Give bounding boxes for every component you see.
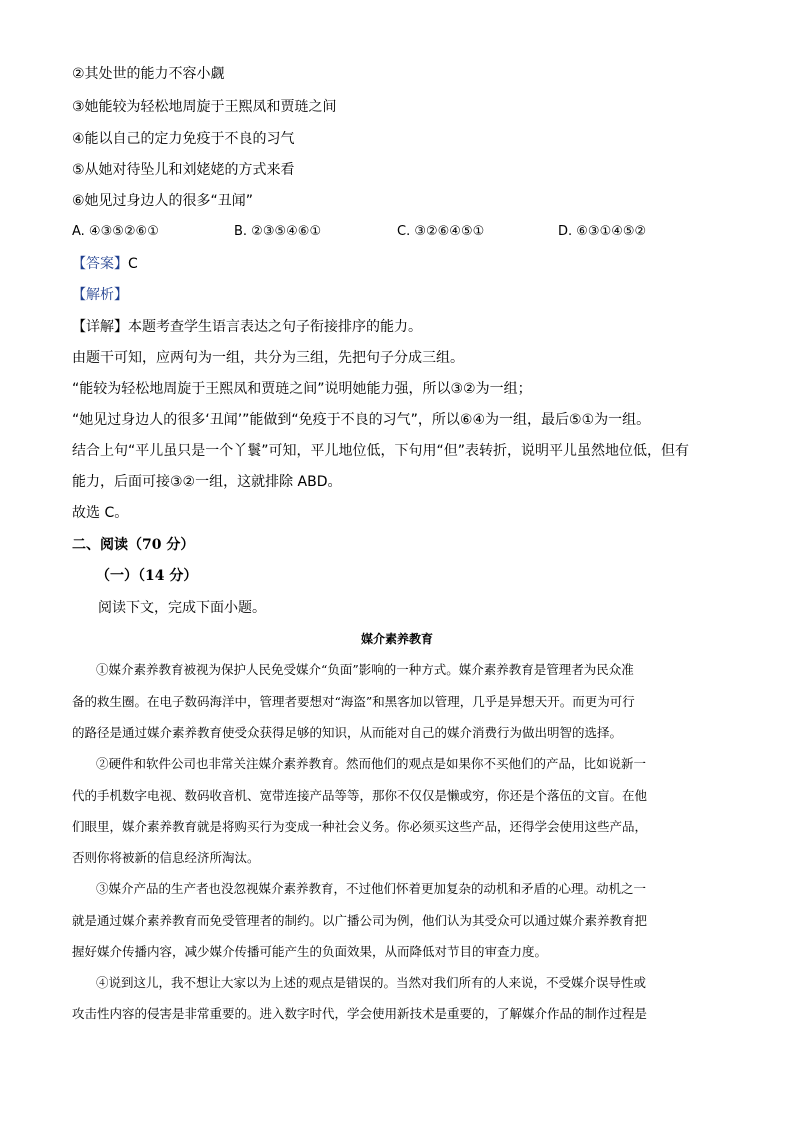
section-heading: 二、阅读（70 分） [72, 537, 195, 553]
reading-instruction: 阅读下文，完成下面小题。 [98, 600, 266, 616]
analysis-line [72, 285, 128, 305]
detail-line-4: “她见过身边人的很多‘丑闻’”能做到“免疫于不良的习气”，所以⑥④为一组，最后⑤①为一组。 [72, 412, 651, 428]
detail-label: 【详解】 [72, 319, 128, 335]
detail-line-3: “能较为轻松地周旋于王熙凤和贾琏之间”说明她能力强，所以③②为一组； [72, 381, 532, 397]
analysis-label: 【解析】 [72, 287, 128, 303]
article-line-8: ③媒介产品的生产者也没忽视媒介素养教育，不过他们怀着更加复杂的动机和矛盾的心理。动机之一 [96, 881, 647, 896]
article-line-11: ④说到这儿，我不想让大家以为上述的观点是错误的。当然对我们所有的人来说，不受媒介误导性或 [96, 975, 647, 990]
subsection-heading: （一）（14 分） [96, 568, 198, 584]
sentence-item-2: ②其处世的能力不容小觑 [72, 66, 225, 82]
sentence-item-5: ⑤从她对待坠儿和刘姥姥的方式来看 [72, 162, 295, 178]
sentence-item-3: ③她能较为轻松地周旋于王熙凤和贾琏之间 [72, 99, 337, 115]
option-c: C. ③②⑥④⑤① [397, 224, 485, 239]
detail-line-5: 结合上句“平儿虽只是一个丫鬟”可知，平儿地位低，下句用“但”表转折，说明平儿虽然地位低，但有 [72, 443, 690, 459]
option-a: A. ④③⑤②⑥① [72, 224, 159, 239]
answer-line [72, 254, 138, 274]
option-b: B. ②③⑤④⑥① [234, 224, 322, 239]
detail-line-7: 故选 C。 [72, 505, 129, 521]
detail-line-2: 由题干可知，应两句为一组，共分为三组，先把句子分成三组。 [72, 350, 464, 366]
option-d: D. ⑥③①④⑤② [558, 224, 647, 239]
article-line-6: 们眼里，媒介素养教育就是将购买行为变成一种社会义务。你必须买这些产品，还得学会使用这些产品， [72, 819, 648, 834]
article-line-1: ①媒介素养教育被视为保护人民免受媒介“负面”影响的一种方式。媒介素养教育是管理者为民众准 [96, 662, 634, 677]
article-title: 媒介素养教育 [360, 632, 433, 646]
article-line-4: ②硬件和软件公司也非常关注媒介素养教育。然而他们的观点是如果你不买他们的产品，比如说新一 [96, 756, 647, 771]
article-line-10: 握好媒介传播内容，减少媒介传播可能产生的负面效果，从而降低对节目的审查力度。 [72, 944, 548, 959]
article-line-2: 备的救生圈。在电子数码海洋中，管理者要想对“海盗”和黑客加以管理，几乎是异想天开。而更为可行 [72, 694, 635, 709]
article-line-7: 否则你将被新的信息经济所淘汰。 [72, 850, 260, 865]
article-line-5: 代的手机数字电视、数码收音机、宽带连接产品等等，那你不仅仅是懒或穷，你还是个落伍的文盲。在他 [72, 788, 648, 803]
detail-text: 本题考查学生语言表达之句子衔接排序的能力。 [128, 319, 422, 335]
article-line-12: 攻击性内容的侵害是非常重要的。进入数字时代，学会使用新技术是重要的，了解媒介作品的制作过程是 [72, 1006, 648, 1021]
article-line-9: 就是通过媒介素养教育而免受管理者的制约。以广播公司为例，他们认为其受众可以通过媒介素养教育把 [72, 913, 648, 928]
article-line-3: 的路径是通过媒介素养教育使受众获得足够的知识，从而能对自己的媒介消费行为做出明智的选择。 [72, 725, 623, 740]
detail-line-6: 能力，后面可接③②一组，这就排除 ABD。 [72, 474, 342, 490]
detail-line-1 [72, 317, 422, 337]
answer-options [72, 222, 722, 242]
answer-value: C [128, 256, 138, 272]
sentence-item-6: ⑥她见过身边人的很多“丑闻” [72, 193, 254, 209]
answer-label: 【答案】 [72, 256, 128, 272]
sentence-item-4: ④能以自己的定力免疫于不良的习气 [72, 131, 295, 147]
